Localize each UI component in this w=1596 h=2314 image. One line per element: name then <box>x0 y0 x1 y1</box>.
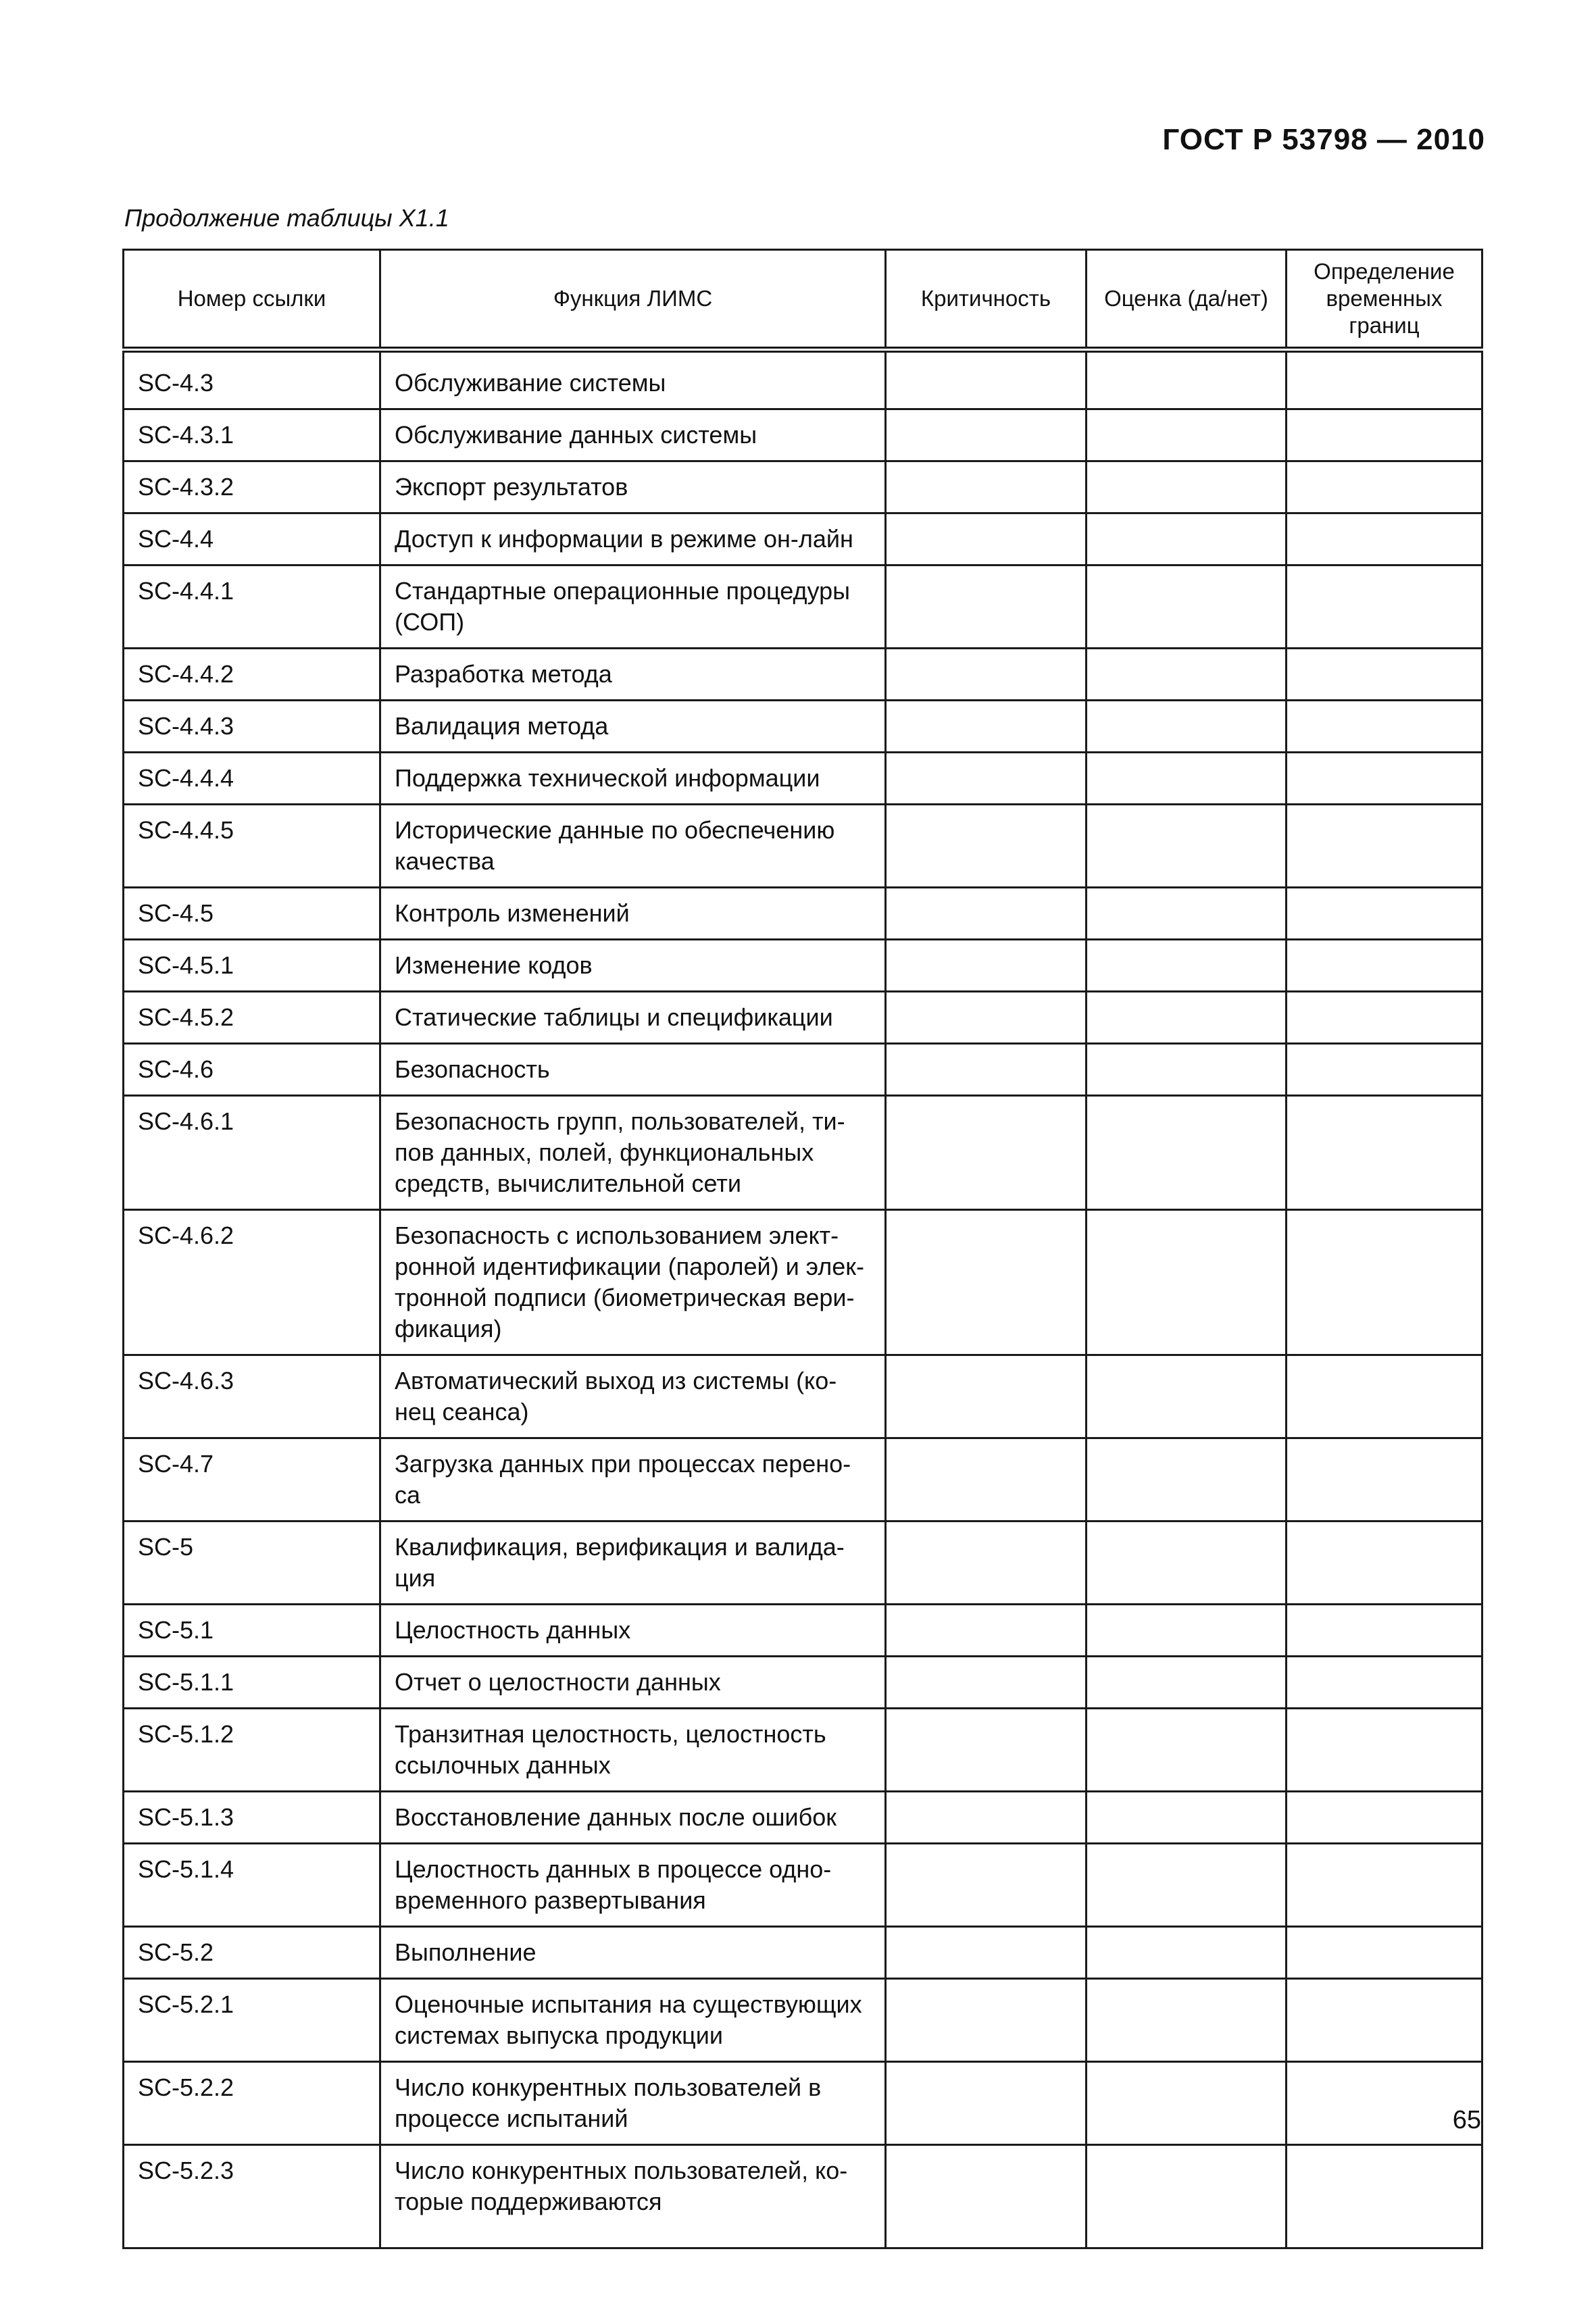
time-limits-cell <box>1287 701 1482 753</box>
table-row <box>124 1605 1482 1657</box>
criticality-cell <box>886 1210 1087 1355</box>
function-text-line: Целостность данных в процессе одно- <box>395 1855 832 1883</box>
table-row <box>124 701 1482 753</box>
lims-function-cell <box>380 1844 886 1927</box>
reference-number-cell: SC-4.6 <box>124 1044 380 1096</box>
assessment-cell <box>1087 2145 1287 2248</box>
criticality-cell <box>886 409 1087 461</box>
function-text-line: Стандартные операционные процедуры <box>395 577 850 605</box>
assessment-cell <box>1087 461 1287 513</box>
function-text-line: системах выпуска продукции <box>395 2021 723 2049</box>
criticality-cell <box>886 992 1087 1044</box>
table-row <box>124 565 1482 649</box>
function-text-line: Квалификация, верификация и валида- <box>395 1533 845 1561</box>
criticality-cell <box>886 2145 1087 2248</box>
criticality-cell <box>886 649 1087 701</box>
lims-function-cell <box>380 1210 886 1355</box>
assessment-cell <box>1087 1438 1287 1521</box>
time-limits-cell <box>1287 2145 1482 2248</box>
reference-number-cell: SC-4.4.1 <box>124 565 380 649</box>
assessment-cell <box>1087 1605 1287 1657</box>
assessment-cell <box>1087 2062 1287 2145</box>
reference-number-cell: SC-5.2.1 <box>124 1979 380 2062</box>
function-text-line: Экспорт результатов <box>395 473 628 501</box>
lims-function-cell <box>380 565 886 649</box>
function-text-line: ция <box>395 1564 436 1592</box>
reference-number-cell: SC-4.6.3 <box>124 1355 380 1438</box>
criticality-cell <box>886 565 1087 649</box>
time-limits-cell <box>1287 565 1482 649</box>
column-header-ref: Номер ссылки <box>124 250 380 350</box>
lims-function-cell <box>380 1605 886 1657</box>
criticality-cell <box>886 1979 1087 2062</box>
lims-function-cell <box>380 1709 886 1792</box>
function-text-line: ронной идентификации (паролей) и элек- <box>395 1253 865 1280</box>
reference-number-cell: SC-4.5 <box>124 888 380 940</box>
time-limits-cell <box>1287 992 1482 1044</box>
lims-function-cell <box>380 1044 886 1096</box>
function-text-line: тронной подписи (биометрическая вери- <box>395 1284 855 1311</box>
reference-number-cell: SC-5 <box>124 1521 380 1605</box>
time-limits-cell <box>1287 1044 1482 1096</box>
time-limits-cell <box>1287 1927 1482 1979</box>
reference-number-cell: SC-5.2.3 <box>124 2145 380 2248</box>
lims-function-cell <box>380 753 886 805</box>
function-text-line: (СОП) <box>395 608 465 636</box>
lims-function-cell <box>380 1521 886 1605</box>
time-limits-cell <box>1287 1844 1482 1927</box>
function-text-line: са <box>395 1481 421 1509</box>
function-text-line: Разработка метода <box>395 660 612 688</box>
lims-function-cell <box>380 461 886 513</box>
function-text-line: Статические таблицы и спецификации <box>395 1003 833 1031</box>
function-text-line: Контроль изменений <box>395 899 630 927</box>
criticality-cell <box>886 1657 1087 1709</box>
column-header-criticality: Критичность <box>886 250 1087 350</box>
time-limits-cell <box>1287 409 1482 461</box>
criticality-cell <box>886 888 1087 940</box>
time-limits-cell <box>1287 1709 1482 1792</box>
criticality-cell <box>886 701 1087 753</box>
criticality-cell <box>886 1792 1087 1844</box>
table-row <box>124 888 1482 940</box>
assessment-cell <box>1087 1792 1287 1844</box>
function-text-line: Выполнение <box>395 1938 537 1966</box>
lims-function-cell <box>380 940 886 992</box>
function-text-line: ссылочных данных <box>395 1751 611 1779</box>
reference-number-cell: SC-5.1.4 <box>124 1844 380 1927</box>
reference-number-cell: SC-5.2.2 <box>124 2062 380 2145</box>
function-text-line: Число конкурентных пользователей в <box>395 2073 822 2101</box>
criticality-cell <box>886 753 1087 805</box>
assessment-cell <box>1087 1709 1287 1792</box>
time-limits-cell <box>1287 753 1482 805</box>
table-row <box>124 2145 1482 2248</box>
table-row <box>124 461 1482 513</box>
lims-function-cell <box>380 1657 886 1709</box>
reference-number-cell: SC-5.1.1 <box>124 1657 380 1709</box>
criticality-cell <box>886 1355 1087 1438</box>
table-row <box>124 940 1482 992</box>
function-text-line: фикация) <box>395 1315 502 1342</box>
table-row <box>124 805 1482 888</box>
table-row <box>124 2062 1482 2145</box>
function-text-line: процессе испытаний <box>395 2105 628 2132</box>
page-number: 65 <box>1452 2106 1481 2134</box>
reference-number-cell: SC-5.1 <box>124 1605 380 1657</box>
function-text-line: Транзитная целостность, целостность <box>395 1720 826 1748</box>
assessment-cell <box>1087 649 1287 701</box>
lims-function-cell <box>380 805 886 888</box>
reference-number-cell: SC-4.7 <box>124 1438 380 1521</box>
time-limits-cell <box>1287 1355 1482 1438</box>
function-text-line: нец сеанса) <box>395 1398 529 1426</box>
criticality-cell <box>886 461 1087 513</box>
function-text-line: Число конкурентных пользователей, ко- <box>395 2157 848 2184</box>
assessment-cell <box>1087 992 1287 1044</box>
function-text-line: средств, вычислительной сети <box>395 1169 741 1197</box>
function-text-line: Безопасность с использованием элект- <box>395 1222 839 1249</box>
function-text-line: Безопасность групп, пользователей, ти- <box>395 1107 845 1135</box>
table-row <box>124 1844 1482 1927</box>
criticality-cell <box>886 1044 1087 1096</box>
reference-number-cell: SC-5.2 <box>124 1927 380 1979</box>
column-header-time-limits: Определение временных границ <box>1287 250 1482 350</box>
lims-function-cell <box>380 1927 886 1979</box>
function-text-line: Доступ к информации в режиме он-лайн <box>395 525 853 553</box>
criticality-cell <box>886 513 1087 565</box>
table-row <box>124 1792 1482 1844</box>
criticality-cell <box>886 1605 1087 1657</box>
function-text-line: Валидация метода <box>395 712 609 740</box>
lims-function-cell <box>380 1792 886 1844</box>
function-text-line: Оценочные испытания на существующих <box>395 1990 862 2018</box>
reference-number-cell: SC-4.3 <box>124 350 380 409</box>
table-row <box>124 649 1482 701</box>
time-limits-cell <box>1287 1792 1482 1844</box>
assessment-cell <box>1087 1044 1287 1096</box>
time-limits-cell <box>1287 649 1482 701</box>
function-text-line: Целостность данных <box>395 1616 631 1644</box>
assessment-cell <box>1087 940 1287 992</box>
reference-number-cell: SC-4.3.1 <box>124 409 380 461</box>
time-limits-cell <box>1287 1096 1482 1210</box>
time-limits-cell <box>1287 1657 1482 1709</box>
table-row <box>124 1438 1482 1521</box>
lims-function-cell <box>380 2145 886 2248</box>
function-text-line: Загрузка данных при процессах перено- <box>395 1450 851 1478</box>
assessment-cell <box>1087 1927 1287 1979</box>
criticality-cell <box>886 1709 1087 1792</box>
assessment-cell <box>1087 753 1287 805</box>
table-body <box>124 350 1482 2248</box>
criticality-cell <box>886 1096 1087 1210</box>
time-limits-cell <box>1287 940 1482 992</box>
table-caption: Продолжение таблицы X1.1 <box>124 204 449 232</box>
assessment-cell <box>1087 1096 1287 1210</box>
time-limits-cell <box>1287 888 1482 940</box>
reference-number-cell: SC-5.1.3 <box>124 1792 380 1844</box>
function-text-line: Безопасность <box>395 1055 550 1083</box>
table-row <box>124 1210 1482 1355</box>
reference-number-cell: SC-4.4 <box>124 513 380 565</box>
lims-function-cell <box>380 888 886 940</box>
lims-function-cell <box>380 350 886 409</box>
table-row <box>124 1709 1482 1792</box>
time-limits-cell <box>1287 1521 1482 1605</box>
requirements-table <box>122 249 1483 2249</box>
table-row <box>124 992 1482 1044</box>
time-limits-cell <box>1287 1605 1482 1657</box>
assessment-cell <box>1087 805 1287 888</box>
assessment-cell <box>1087 1521 1287 1605</box>
column-header-assessment: Оценка (да/нет) <box>1087 250 1287 350</box>
time-limits-cell <box>1287 1438 1482 1521</box>
time-limits-cell <box>1287 350 1482 409</box>
reference-number-cell: SC-4.4.2 <box>124 649 380 701</box>
time-limits-cell <box>1287 461 1482 513</box>
lims-function-cell <box>380 1355 886 1438</box>
assessment-cell <box>1087 350 1287 409</box>
table-header-row <box>124 250 1482 350</box>
table-row <box>124 513 1482 565</box>
criticality-cell <box>886 1521 1087 1605</box>
assessment-cell <box>1087 409 1287 461</box>
criticality-cell <box>886 940 1087 992</box>
table-row <box>124 350 1482 409</box>
criticality-cell <box>886 350 1087 409</box>
time-limits-cell <box>1287 805 1482 888</box>
time-limits-cell <box>1287 1210 1482 1355</box>
reference-number-cell: SC-4.5.1 <box>124 940 380 992</box>
assessment-cell <box>1087 1210 1287 1355</box>
function-text-line: Изменение кодов <box>395 951 593 979</box>
assessment-cell <box>1087 1657 1287 1709</box>
criticality-cell <box>886 1438 1087 1521</box>
assessment-cell <box>1087 1979 1287 2062</box>
time-limits-cell <box>1287 513 1482 565</box>
table-row <box>124 1927 1482 1979</box>
function-text-line: Автоматический выход из системы (ко- <box>395 1367 837 1394</box>
assessment-cell <box>1087 513 1287 565</box>
lims-function-cell <box>380 649 886 701</box>
table-row <box>124 753 1482 805</box>
lims-function-cell <box>380 1438 886 1521</box>
function-text-line: Отчет о целостности данных <box>395 1668 721 1696</box>
reference-number-cell: SC-4.4.4 <box>124 753 380 805</box>
function-text-line: Поддержка технической информации <box>395 764 820 792</box>
lims-function-cell <box>380 1096 886 1210</box>
table-row <box>124 409 1482 461</box>
table-row <box>124 1355 1482 1438</box>
reference-number-cell: SC-5.1.2 <box>124 1709 380 1792</box>
table-row <box>124 1979 1482 2062</box>
reference-number-cell: SC-4.5.2 <box>124 992 380 1044</box>
criticality-cell <box>886 805 1087 888</box>
function-text-line: Восстановление данных после ошибок <box>395 1803 837 1831</box>
time-limits-cell <box>1287 1979 1482 2062</box>
function-text-line: Исторические данные по обеспечению <box>395 816 835 844</box>
table-row <box>124 1096 1482 1210</box>
lims-function-cell <box>380 1979 886 2062</box>
reference-number-cell: SC-4.6.1 <box>124 1096 380 1210</box>
assessment-cell <box>1087 888 1287 940</box>
function-text-line: пов данных, полей, функциональных <box>395 1138 814 1166</box>
criticality-cell <box>886 2062 1087 2145</box>
criticality-cell <box>886 1927 1087 1979</box>
table-row <box>124 1521 1482 1605</box>
lims-function-cell <box>380 409 886 461</box>
assessment-cell <box>1087 1355 1287 1438</box>
function-text-line: торые поддерживаются <box>395 2188 662 2215</box>
column-header-function: Функция ЛИМС <box>380 250 886 350</box>
reference-number-cell: SC-4.4.3 <box>124 701 380 753</box>
lims-function-cell <box>380 701 886 753</box>
criticality-cell <box>886 1844 1087 1927</box>
lims-function-cell <box>380 513 886 565</box>
function-text-line: временного развертывания <box>395 1886 706 1914</box>
table-row <box>124 1044 1482 1096</box>
document-code: ГОСТ Р 53798 — 2010 <box>1162 123 1485 156</box>
reference-number-cell: SC-4.6.2 <box>124 1210 380 1355</box>
reference-number-cell: SC-4.3.2 <box>124 461 380 513</box>
assessment-cell <box>1087 565 1287 649</box>
assessment-cell <box>1087 1844 1287 1927</box>
lims-function-cell <box>380 992 886 1044</box>
function-text-line: Обслуживание системы <box>395 369 666 397</box>
lims-function-cell <box>380 2062 886 2145</box>
function-text-line: качества <box>395 847 495 875</box>
reference-number-cell: SC-4.4.5 <box>124 805 380 888</box>
function-text-line: Обслуживание данных системы <box>395 421 757 449</box>
table-row <box>124 1657 1482 1709</box>
assessment-cell <box>1087 701 1287 753</box>
